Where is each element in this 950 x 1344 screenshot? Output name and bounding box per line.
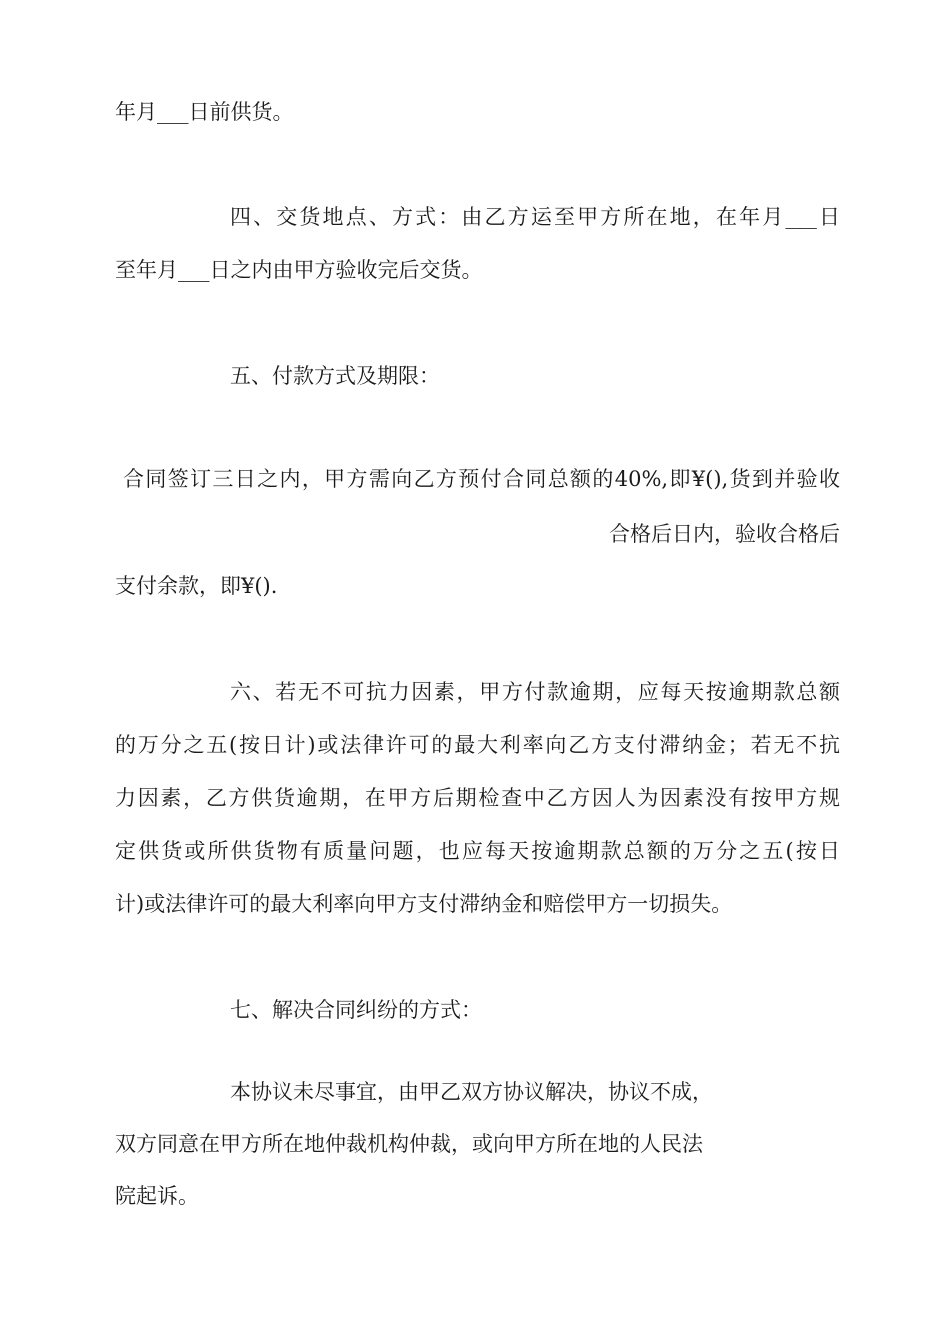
section-6-line-4: 定供货或所供货物有质量问题，也应每天按逾期款总额的万分之五(按日 <box>115 839 840 863</box>
section-6-line-1: 六、若无不可抗力因素，甲方付款逾期，应每天按逾期款总额 <box>230 680 840 704</box>
section-4-line-2: 至年月___日之内由甲方验收完后交货。 <box>115 258 483 282</box>
section-7-line-1: 本协议未尽事宜，由甲乙双方协议解决，协议不成， <box>230 1080 713 1104</box>
section-5-line-3: 支付余款，即¥(). <box>115 574 278 598</box>
section-5-heading: 五、付款方式及期限： <box>230 364 440 388</box>
delivery-date-line: 年月___日前供货。 <box>115 100 294 124</box>
section-6-line-5: 计)或法律许可的最大利率向甲方支付滞纳金和赔偿甲方一切损失。 <box>115 892 733 916</box>
section-6-line-3: 力因素，乙方供货逾期，在甲方后期检查中乙方因人为因素没有按甲方规 <box>115 786 840 810</box>
section-6-line-2: 的万分之五(按日计)或法律许可的最大利率向乙方支付滞纳金；若无不抗 <box>115 733 840 757</box>
section-7-line-3: 院起诉。 <box>115 1184 199 1208</box>
section-4-line-1: 四、交货地点、方式：由乙方运至甲方所在地，在年月___日 <box>230 205 840 229</box>
section-7-heading: 七、解决合同纠纷的方式： <box>230 998 482 1022</box>
section-7-line-2: 双方同意在甲方所在地仲裁机构仲裁，或向甲方所在地的人民法 <box>115 1132 703 1156</box>
section-5-line-1: 合同签订三日之内，甲方需向乙方预付合同总额的40%,即¥(),货到并验收 <box>123 467 840 491</box>
section-5-line-2: 合格后日内，验收合格后 <box>609 522 840 546</box>
